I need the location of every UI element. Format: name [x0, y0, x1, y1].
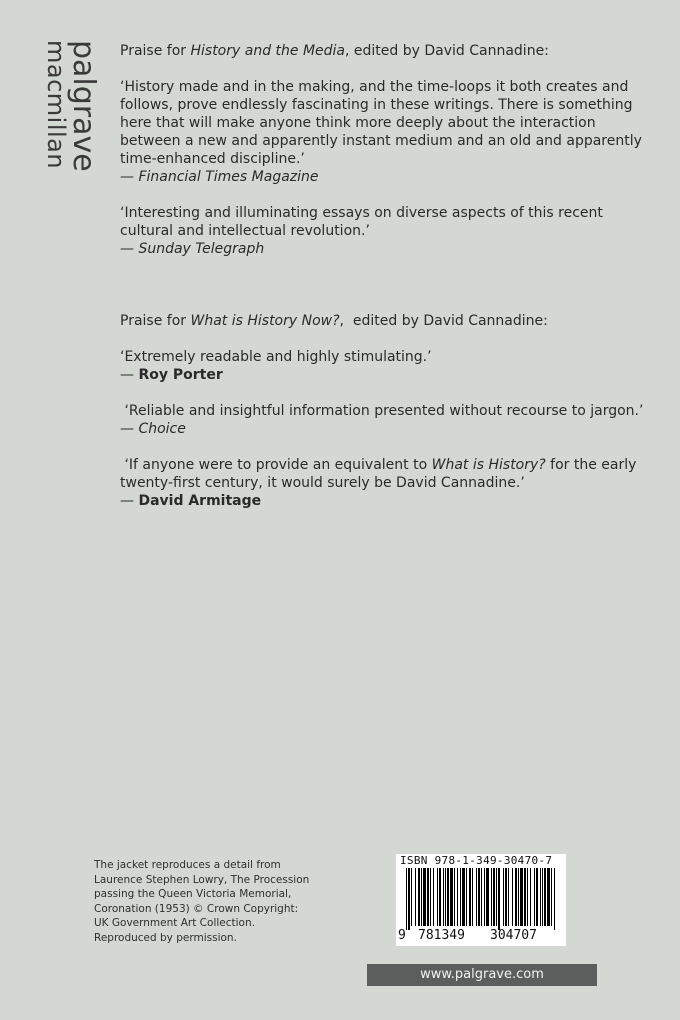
- quote-roy-porter: ‘Extremely readable and highly stimulating.’ — Roy Porter: [120, 349, 432, 383]
- barcode-bar: [484, 868, 485, 926]
- barcode-bar: [530, 868, 531, 926]
- barcode-bar: [433, 868, 434, 926]
- barcode-bar: [447, 868, 449, 926]
- barcode-bars: [406, 868, 556, 930]
- barcode-bar: [554, 868, 555, 930]
- isbn-text: ISBN 978-1-349-30470-7: [400, 854, 553, 867]
- barcode-bar: [493, 868, 495, 926]
- quote-source: Sunday Telegraph: [138, 241, 265, 257]
- barcode-bar: [496, 868, 497, 926]
- quote-source: Roy Porter: [138, 367, 223, 383]
- barcode-bar: [445, 868, 446, 926]
- barcode-bar: [406, 868, 407, 930]
- barcode-bar: [542, 868, 543, 926]
- barcode-bar: [515, 868, 517, 926]
- barcode-bar: [415, 868, 416, 926]
- barcode-bar: [462, 868, 465, 926]
- barcode-bar: [457, 868, 458, 926]
- barcode-bar: [454, 868, 455, 926]
- jacket-credit: The jacket reproduces a detail from Laurence Stephen Lowry, The Procession passing the Queen Victoria Memorial, Coronation (1953) © Crown Copyright: UK Government Art Collection. Reproduced by permission.: [94, 859, 310, 944]
- barcode-bar: [476, 868, 477, 926]
- publisher-logo: [38, 40, 101, 180]
- barcode-bar: [443, 868, 444, 926]
- barcode-bar: [512, 868, 513, 926]
- barcode-bar: [408, 868, 410, 930]
- barcode-bar: [534, 868, 535, 926]
- logo-macmillan: macmillan: [42, 40, 70, 170]
- barcode-bar: [518, 868, 519, 926]
- barcode-bar: [469, 868, 471, 926]
- barcode-bar: [508, 868, 509, 926]
- barcode-bar: [544, 868, 546, 926]
- quote-choice: ‘Reliable and insightful information presented without recourse to jargon.’ — Choice: [120, 403, 644, 437]
- logo-palgrave: palgrave: [66, 40, 101, 172]
- praise-intro-what-is-history-now: Praise for What is History Now?, edited by David Cannadine:: [120, 313, 548, 329]
- quote-david-armitage: ‘If anyone were to provide an equivalent to What is History? for the early twenty-first century, it would surely be David Cannadine.’ — David Armitage: [120, 457, 637, 509]
- barcode-bar: [527, 868, 528, 926]
- barcode-bar: [498, 868, 500, 930]
- barcode-bar: [540, 868, 541, 926]
- quote-source: Choice: [138, 421, 186, 437]
- quote-sunday-telegraph: ‘Interesting and illuminating essays on diverse aspects of this recent cultural and intellectual revolution.’ — Sunday Telegraph: [120, 205, 603, 257]
- barcode-bar: [421, 868, 422, 926]
- barcode-digits-group1: 781349: [418, 928, 465, 943]
- barcode-bar: [427, 868, 429, 926]
- quote-source: Financial Times Magazine: [138, 169, 319, 185]
- barcode-bar: [481, 868, 482, 926]
- barcode-bar: [547, 868, 550, 926]
- barcode-bar: [411, 868, 412, 926]
- barcode-bar: [503, 868, 504, 926]
- barcode-bar: [430, 868, 431, 926]
- barcode-bar: [536, 868, 538, 926]
- barcode-bar: [478, 868, 480, 926]
- quote-source: David Armitage: [138, 493, 262, 509]
- barcode-bar: [466, 868, 467, 926]
- barcode-digits-group2: 304707: [490, 928, 537, 943]
- barcode-digit-first: 9: [398, 928, 406, 943]
- praise-intro-history-media: Praise for History and the Media, edited by David Cannadine:: [120, 43, 549, 59]
- isbn-barcode: [396, 854, 566, 946]
- barcode-bar: [437, 868, 438, 926]
- barcode-bar: [486, 868, 489, 926]
- barcode-bar: [418, 868, 420, 926]
- barcode-bar: [491, 868, 492, 926]
- barcode-bar: [450, 868, 453, 926]
- barcode-bar: [439, 868, 441, 926]
- barcode-bar: [423, 868, 426, 926]
- barcode-bar: [472, 868, 473, 926]
- barcode-bar: [551, 868, 552, 926]
- barcode-bar: [520, 868, 523, 926]
- barcode-bar: [524, 868, 526, 926]
- praise-section: [120, 42, 650, 510]
- publisher-url[interactable]: www.palgrave.com: [367, 964, 597, 986]
- barcode-bar: [505, 868, 507, 926]
- barcode-bar: [460, 868, 461, 926]
- quote-financial-times: ‘History made and in the making, and the time-loops it both creates and follows, prove endlessly fascinating in these writings. There is something here that will make anyone think more deeply about the interaction between a new and apparently instant medium and an old and apparently time-enhanced discipline.’ — Financial Times Magazine: [120, 79, 642, 185]
